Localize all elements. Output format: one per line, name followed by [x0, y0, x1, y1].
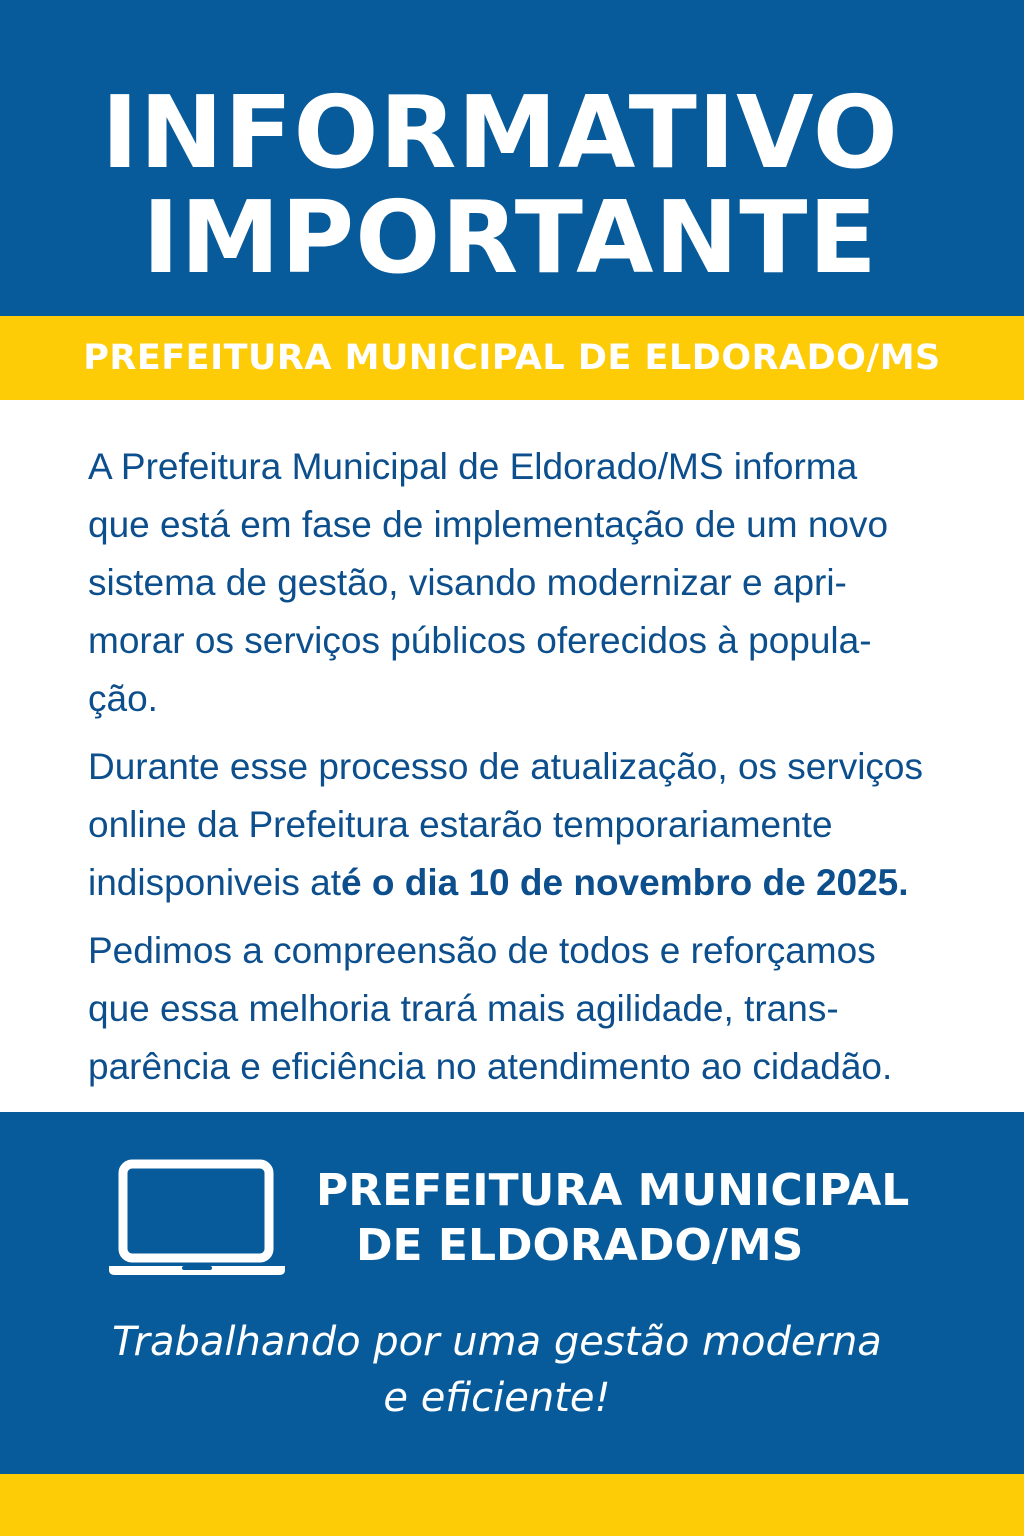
footer-org-name	[316, 1163, 936, 1273]
paragraph-3-line: parência e eficiência no atendimento ao cidadão.	[88, 1046, 893, 1087]
paragraph-1	[88, 438, 998, 728]
notice-body	[88, 438, 998, 1106]
paragraph-1-line: sistema de gestão, visando modernizar e apri-	[88, 562, 847, 603]
paragraph-1-line: A Prefeitura Municipal de Eldorado/MS informa	[88, 446, 858, 487]
paragraph-1-line: que está em fase de implementação de um novo	[88, 504, 889, 545]
paragraph-1-line: ção.	[88, 678, 158, 719]
footer-org-line-1: PREFEITURA MUNICIPAL	[316, 1165, 910, 1216]
paragraph-2-line: Durante esse processo de atualização, os serviços	[88, 746, 923, 787]
paragraph-2-line	[88, 854, 998, 912]
paragraph-1-line: morar os serviços públicos oferecidos à popula-	[88, 620, 872, 661]
deadline-date: é o dia 10 de novembro de 2025.	[340, 862, 909, 903]
paragraph-3-line: que essa melhoria trará mais agilidade, trans-	[88, 988, 839, 1029]
bottom-yellow-band	[0, 1474, 1024, 1536]
title-line-2: IMPORTANTE	[142, 179, 878, 296]
paragraph-2-line3-prefix: indisponiveis at	[88, 862, 341, 903]
paragraph-3	[88, 922, 998, 1096]
subtitle-band	[0, 316, 1024, 400]
laptop-icon	[106, 1158, 288, 1278]
footer-org-line-2: DE ELDORADO/MS	[356, 1220, 804, 1271]
subtitle-text: PREFEITURA MUNICIPAL DE ELDORADO/MS	[83, 338, 941, 378]
slogan-line-2: e eficiente!	[383, 1375, 611, 1421]
title-line-1: INFORMATIVO	[101, 74, 899, 191]
footer-slogan	[0, 1314, 994, 1426]
paragraph-2-line: online da Prefeitura estarão temporariamente	[88, 804, 833, 845]
paragraph-2	[88, 738, 998, 912]
slogan-line-1: Trabalhando por uma gestão moderna	[112, 1319, 882, 1365]
paragraph-3-line: Pedimos a compreensão de todos e reforçamos	[88, 930, 876, 971]
